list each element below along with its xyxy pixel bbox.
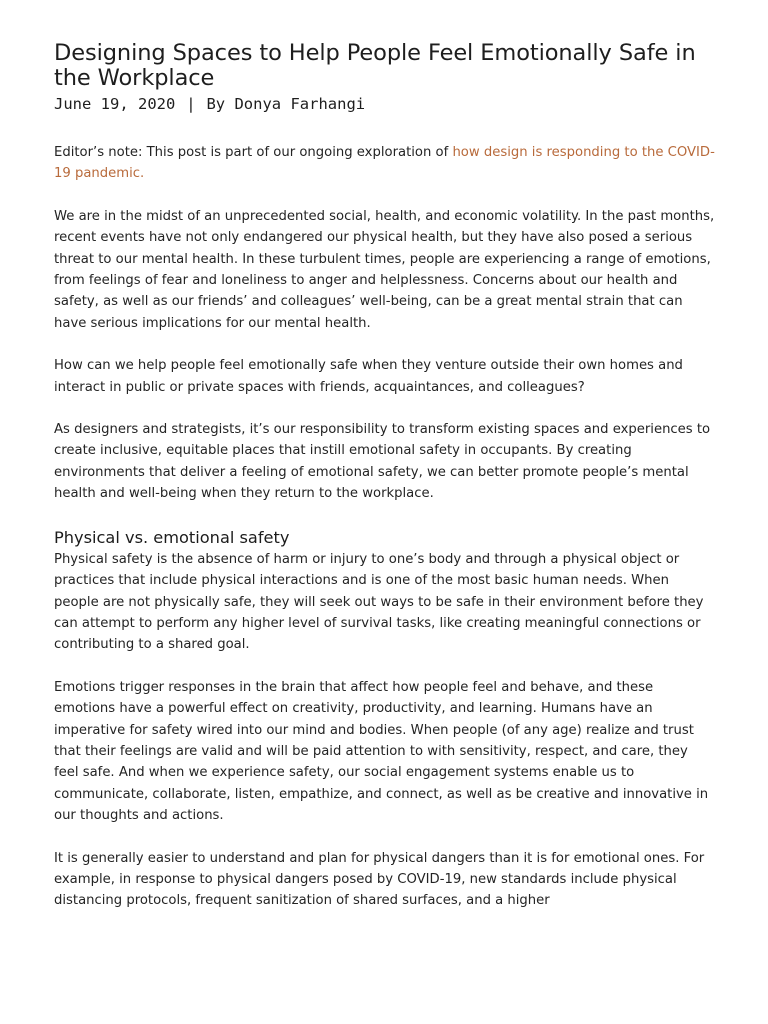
editor-note: [54, 142, 716, 185]
editor-note-link[interactable]: how design is responding to the COVID-19 pandemic.: [54, 145, 715, 182]
section-paragraph-3: It is generally easier to understand and plan for physical dangers than it is for emotional ones. For example, in response to physical dangers posed by COVID-19, new standards include physical distancing protocols, frequent sanitization of shared surfaces, and a higher: [54, 850, 705, 909]
intro-paragraph-3: As designers and strategists, it’s our responsibility to transform existing spaces and experiences to create inclusive, equitable places that instill emotional safety in occupants. By creating environments that deliver a feeling of emotional safety, we can better promote people’s mental health and well-being when they return to the workplace.: [54, 422, 711, 502]
author-name: Donya Farhangi: [234, 95, 366, 113]
byline-separator: |: [186, 95, 196, 113]
publish-date: June 19, 2020: [54, 95, 176, 113]
section-heading: Physical vs. emotional safety: [54, 527, 290, 547]
author-prefix: By: [206, 95, 226, 113]
section-paragraph-1: Physical safety is the absence of harm or injury to one’s body and through a physical object or practices that include physical interactions and is one of the most basic human needs. When people are not physically safe, they will seek out ways to be safe in their environment before they can attempt to perform any higher level of survival tasks, like creating meaningful connections or contributing to a shared goal.: [54, 551, 704, 653]
intro-paragraph-2: How can we help people feel emotionally safe when they venture outside their own homes and interact in public or private spaces with friends, acquaintances, and colleagues?: [54, 358, 683, 395]
article-byline: [54, 94, 716, 114]
article-title: Designing Spaces to Help People Feel Emotionally Safe in the Workplace: [54, 40, 696, 91]
section-paragraph-2: Emotions trigger responses in the brain that affect how people feel and behave, and these emotions have a powerful effect on creativity, productivity, and learning. Humans have an imperative for safety wired into our mind and bodies. When people (of any age) realize and trust that their feelings are valid and will be paid attention to with sensitivity, respect, and care, they feel safe. And when we experience safety, our social engagement systems enable us to communicate, collaborate, listen, empathize, and connect, as well as be creative and innovative in our thoughts and actions.: [54, 679, 709, 824]
intro-paragraph-1: We are in the midst of an unprecedented social, health, and economic volatility. In the past months, recent events have not only endangered our physical health, but they have also posed a serious threat to our mental health. In these turbulent times, people are experiencing a range of emotions, from feelings of fear and loneliness to anger and helplessness. Concerns about our health and safety, as well as our friends’ and colleagues’ well-being, can be a great mental strain that can have serious implications for our mental health.: [54, 208, 715, 331]
editor-note-text: Editor’s note: This post is part of our ongoing exploration of: [54, 145, 453, 160]
